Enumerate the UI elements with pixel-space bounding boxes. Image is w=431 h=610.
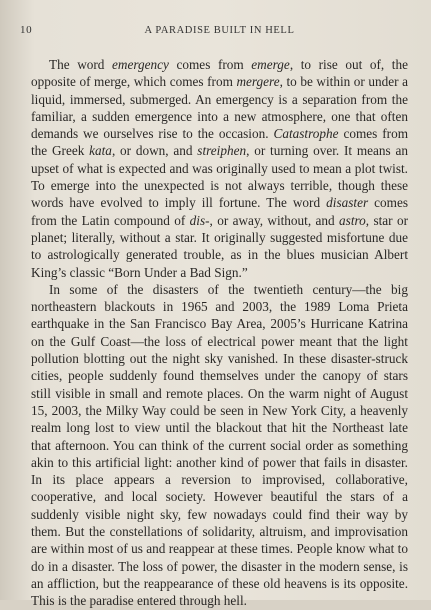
- italic-term: emerge: [251, 57, 290, 72]
- body-text: [31, 56, 408, 610]
- italic-term: disaster: [326, 195, 369, 211]
- text-run: comes from the Greek: [31, 126, 409, 159]
- text-run: The word: [49, 57, 113, 72]
- italic-term: mergere: [236, 74, 280, 90]
- text-run: , or turning over. It means an upset of what is expected and was originally used to mean a plot twist. To emerge into the unexpected is not always terrible, though these words have evolved to imply ill fortune. The word: [31, 143, 408, 211]
- running-head: A PARADISE BUILT IN HELL: [144, 25, 295, 36]
- italic-term: streiphen: [197, 143, 247, 159]
- italic-term: Catastrophe: [273, 126, 339, 142]
- italic-term: astro: [339, 212, 366, 228]
- italic-term: dis-: [189, 212, 210, 228]
- page-header: [20, 24, 408, 42]
- paragraph: [31, 281, 408, 610]
- page-number: 10: [20, 24, 33, 36]
- text-run: comes from: [168, 57, 252, 72]
- text-run: comes from the Latin compound of: [31, 195, 408, 228]
- paragraph: [31, 56, 408, 281]
- text-run: In some of the disasters of the twentieth century—the big northeastern blackouts in 1965 and 2003, the 1989 Loma Prieta earthquake in the San Francisco Bay Area, 2005’s Hurricane Katrina on the Gulf Coast—the loss of electrical power meant that the light pollution blotting out the night sky vanished. In these disaster-struck cities, people suddenly found themselves under the canopy of stars still visible in small and remote places. On the warm night of August 15, 2003, the Milky Way could be seen in New York City, a heavenly realm long lost to view until the blackout that hit the Northeast late that afternoon. You can think of the current social order as something akin to this artificial light: another kind of power that fails in disaster. In its place appears a reversion to improvised, collaborative, cooperative, and local society. However beautiful the stars of a suddenly visible night sky, few nowadays could find their way by them. But the constellations of solidarity, altruism, and improvisation are within most of us and reappear at these times. People know what to do in a disaster. The loss of power, the disaster in the modern sense, is an affliction, but the reappearance of these old heavens is its opposite. This is the paradise entered through hell.: [31, 281, 408, 609]
- italic-term: emergency: [112, 57, 169, 72]
- italic-term: kata: [89, 143, 112, 159]
- text-run: , to be within or under a liquid, immersed, submerged. An emergency is a separation from the familiar, a sudden emergence into a new atmosphere, one that often demands we ourselves rise to the occasion.: [31, 74, 409, 142]
- text-run: , or down, and: [111, 143, 198, 159]
- text-run: , or away, without, and: [209, 212, 340, 228]
- text-run: , star or planet; literally, without a star. It originally suggested misfortune due to astrologically generated trouble, as in the blues musician Albert King’s classic “Born Under a Bad Sign.”: [31, 212, 408, 280]
- text-run: , to rise out of, the opposite of merge, which comes from: [31, 57, 408, 90]
